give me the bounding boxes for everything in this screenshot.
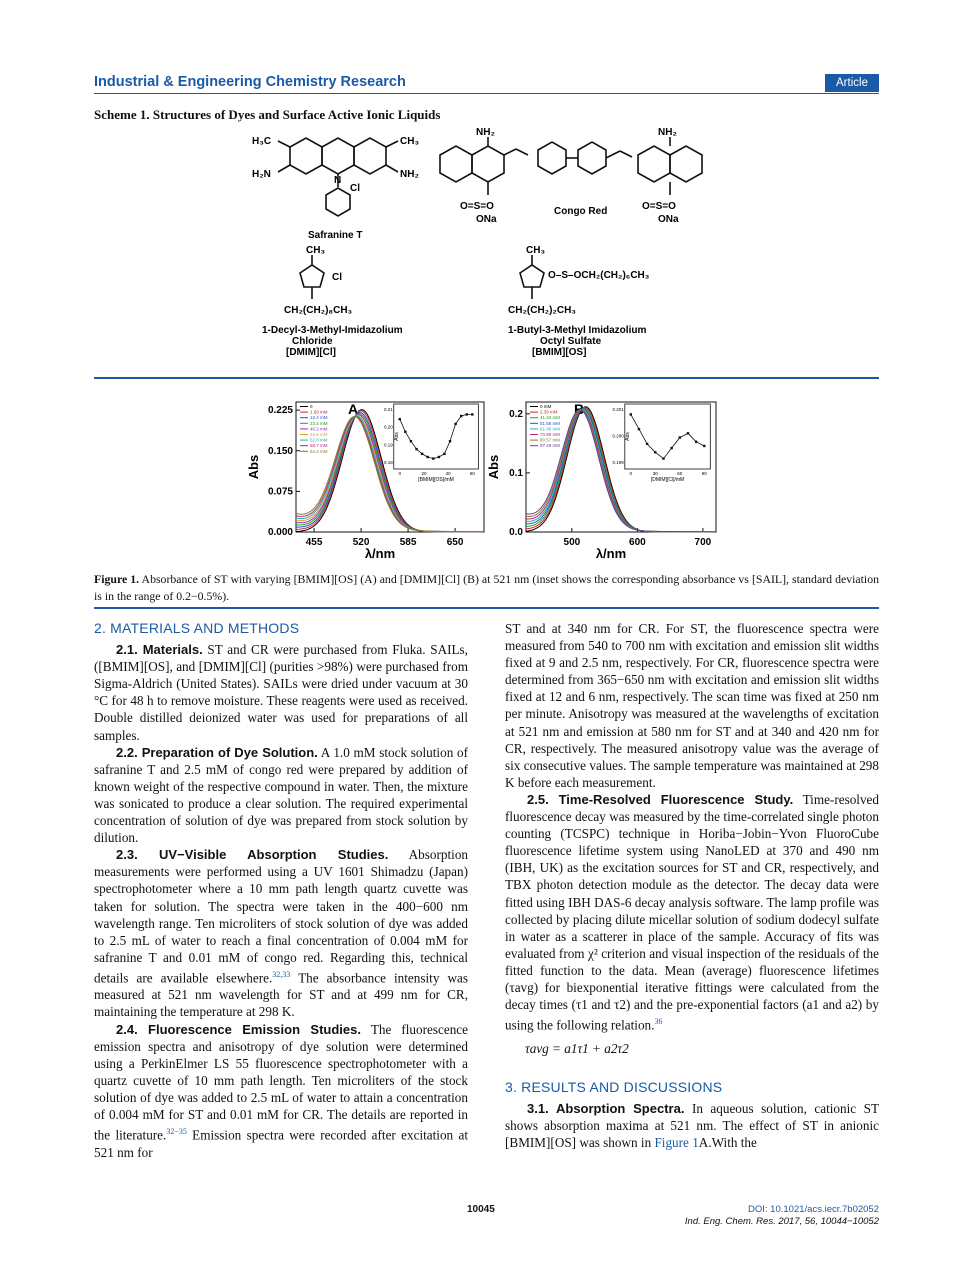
section-heading-methods: 2. MATERIALS AND METHODS <box>94 620 300 636</box>
legend-entry: 0 <box>310 404 313 409</box>
inset-point <box>410 440 412 442</box>
y-tick-label: 0.1 <box>509 467 523 479</box>
inset-point <box>695 441 697 443</box>
subheading-materials: 2.1. Materials. <box>116 642 203 658</box>
figure-label: Figure 1. <box>94 572 140 586</box>
legend-entry: 70.90 mM <box>540 432 561 437</box>
inset-point <box>399 418 401 420</box>
inset-point <box>426 456 428 458</box>
legend-entry: 97.49 mM <box>540 443 561 449</box>
x-axis-label: λ/nm <box>595 546 627 561</box>
legend-entry: 61.40 mM <box>540 426 561 432</box>
os-butyl-label: CH₂(CH₂)₂CH₃ <box>508 305 576 316</box>
inset-x-tick-label: 20 <box>421 471 427 476</box>
y-tick-label: 0.2 <box>509 408 523 420</box>
cl-name-1: 1-Decyl-3-Methyl-Imidazolium <box>262 325 403 336</box>
left-column <box>94 620 468 1161</box>
inset-y-axis-label: Abs <box>624 432 631 441</box>
paragraph-dye-solution: 2.2. Preparation of Dye Solution. A 1.0 mM stock solution of safranine T and 2.5 mM of congo red were prepared by addition of known weight of the respective compound in water. Then, the mixture was sonicated to produce a clear solution. The required experimental concentration of solution of dye was prepared from stock solution by dilution. <box>94 744 468 846</box>
inset-point <box>646 443 648 445</box>
inset-x-tick-label: 0 <box>398 471 402 476</box>
legend-entry: 41.34 mM <box>540 415 561 421</box>
os-name-1: 1-Butyl-3-Methyl Imidazolium <box>508 325 647 336</box>
panel-letter: B <box>574 401 585 417</box>
os-abbr: [BMIM][OS] <box>532 347 587 358</box>
os-ch3-label: CH₃ <box>526 245 546 256</box>
cr-ona-right: ONa <box>658 214 679 225</box>
cr-so3-right: O=S=O <box>642 201 676 212</box>
st-cl-label: Cl <box>350 183 360 194</box>
st-n-label: N <box>334 175 342 186</box>
inset-x-tick-label: 60 <box>469 471 475 476</box>
inset-point <box>654 451 656 453</box>
inset-x-tick-label: 30 <box>652 471 658 476</box>
citation-link[interactable]: 32−35 <box>166 1127 187 1137</box>
legend-entry: 12.4 mM <box>310 415 328 421</box>
inset-x-tick-label: 60 <box>677 471 683 476</box>
y-tick-label: 0.150 <box>267 445 293 457</box>
figure-1-panel-a <box>248 384 488 560</box>
x-tick-label: 700 <box>694 537 712 548</box>
inset-point <box>460 415 462 417</box>
y-tick-label: 0.0 <box>509 527 523 538</box>
legend-entry: 1.69 mM <box>310 409 328 415</box>
st-ch3-label: CH₃ <box>400 136 420 147</box>
st-h3c-label: H₃C <box>252 136 272 147</box>
scheme-title: Scheme 1. Structures of Dyes and Surface Active Ionic Liquids <box>94 107 441 122</box>
x-tick-label: 500 <box>563 537 581 548</box>
doi-link[interactable]: DOI: 10.1021/acs.iecr.7b02052 <box>748 1204 879 1215</box>
section-heading-results: 3. RESULTS AND DISCUSSIONS <box>505 1078 723 1095</box>
legend-entry: 46.6 mM <box>310 432 328 437</box>
citation-link[interactable]: 32,33 <box>272 969 291 979</box>
inset-point <box>449 440 451 442</box>
subheading-time-resolved: 2.5. Time-Resolved Fluorescence Study. <box>527 791 794 807</box>
inset-y-tick-label: 0.201 <box>612 407 624 412</box>
subheading-uv-vis: 2.3. UV−Visible Absorption Studies. <box>116 847 389 863</box>
y-axis-label: Abs <box>486 454 501 480</box>
legend-entry: 2.39 mM <box>540 409 558 415</box>
inset-y-tick-label: 0.19 <box>383 442 393 448</box>
os-name-2: Octyl Sulfate <box>540 336 602 347</box>
panel-letter: A <box>348 401 359 417</box>
x-axis-label: λ/nm <box>364 546 396 561</box>
figure-caption-text: Absorbance of ST with varying [BMIM][OS] (A) and [DMIM][Cl] (B) at 521 nm (inset shows the corresponding absorbance vs [SAIL], standard deviation is in the range of 0.2−0.5%). <box>94 572 879 603</box>
header-rule <box>94 93 879 94</box>
cl-anion-label: Cl <box>332 272 342 283</box>
journal-title: Industrial & Engineering Chemistry Research <box>94 74 406 90</box>
figure-1-panel-b <box>488 384 722 560</box>
inset-point <box>404 431 406 433</box>
equation: τavg = a1τ1 + a2τ2 <box>525 1040 629 1056</box>
inset-point <box>670 447 672 449</box>
inset-point <box>466 413 468 415</box>
inset-point <box>438 456 440 458</box>
inset-point <box>432 457 434 459</box>
y-tick-label: 0.075 <box>267 486 293 498</box>
st-nh2-label: NH₂ <box>400 169 419 180</box>
cr-ona-left: ONa <box>476 214 497 225</box>
x-tick-label: 600 <box>629 537 646 548</box>
inset-point <box>638 428 640 430</box>
inset-y-tick-label: 0.21 <box>383 407 393 412</box>
legend-entry: 40.2 mM <box>310 426 328 432</box>
figure-1-link[interactable]: Figure 1 <box>654 1135 699 1151</box>
legend-entry: 64.4 mM <box>310 448 328 454</box>
legend-entry: 52.8 mM <box>310 437 328 443</box>
inset-y-tick-label: 0.199 <box>612 460 624 465</box>
inset-y-tick-label: 0.20 <box>383 424 393 430</box>
cl-ch3-label: CH₃ <box>306 245 326 256</box>
subheading-fluorescence: 2.4. Fluorescence Emission Studies. <box>116 1021 361 1037</box>
cl-chain-label: CH₂(CH₂)₈CH₃ <box>284 305 353 316</box>
cl-abbr: [DMIM][Cl] <box>286 347 336 358</box>
cr-so3-left: O=S=O <box>460 201 494 212</box>
x-tick-label: 455 <box>305 537 323 548</box>
page-number: 10045 <box>467 1204 495 1215</box>
footer-citation <box>640 1204 879 1228</box>
x-tick-label: 520 <box>352 537 370 548</box>
inset-point <box>443 453 445 455</box>
inset-x-tick-label: 40 <box>445 471 451 476</box>
cr-nh2-right: NH₂ <box>658 127 677 138</box>
scheme-figure-divider <box>94 377 879 379</box>
inset-x-tick-label: 90 <box>701 471 707 476</box>
legend-entry: 58.7 mM <box>310 443 328 449</box>
inset-point <box>662 457 664 459</box>
article-type-badge: Article <box>825 74 879 92</box>
paragraph-uv-vis: 2.3. UV−Visible Absorption Studies. Absorption measurements were performed using a UV 1601 Shimadzu (Japan) spectrophotometer where a 10 mm path length quartz cuvette was taken for solution. The spectra were taken in the 400−600 nm wavelength range. Ten microliters of stock solution of dye was added to 2.5 mL of water to reach a final concentration of 0.004 mM for safranine T and 0.01 mM of congo red. Regarding this, technical details are available elsewhere.$^{32,33}$ The absorbance intensity was measured at 521 nm wavelength for ST and at 499 nm for CR, maintaining the temperature at 298 K. <box>94 847 468 1020</box>
cl-name-2: Chloride <box>292 336 333 347</box>
scheme-structures <box>250 125 710 370</box>
x-tick-label: 585 <box>399 537 417 548</box>
subheading-absorption: 3.1. Absorption Spectra. <box>527 1100 685 1116</box>
inset-point <box>703 445 705 447</box>
inset-frame <box>625 404 711 469</box>
right-column <box>505 620 879 1151</box>
y-tick-label: 0.000 <box>267 527 293 538</box>
inset-point <box>687 432 689 434</box>
cr-nh2-left: NH₂ <box>476 127 495 138</box>
inset-x-tick-label: 0 <box>629 471 633 476</box>
paragraph-materials: 2.1. Materials. ST and CR were purchased from Fluka. SAILs, ([BMIM][OS], and [DMIM][Cl] (purities >98%) were purchased from Sigma-Aldrich (United States). SAILs were dried under vacuum at 30 °C for 48 h to remove moisture. These reagents were used as received. Double distilled deionized water was used for preparations of all samples. <box>94 642 468 743</box>
inset-x-axis-label: [DMIM][Cl]/mM <box>650 477 685 483</box>
x-tick-label: 650 <box>446 537 464 548</box>
legend-entry: 0 mM <box>540 404 552 409</box>
inset-point <box>421 453 423 455</box>
paragraph-fluorescence: 2.4. Fluorescence Emission Studies. The fluorescence emission spectra and anisotropy of dye solution were determined using a PerkinElmer LS 55 fluorescence spectrophotometer with a quartz cuvette of 10 mm path length. Ten microliters of the stock solution of dye was added to 2.5 mL of water to attain a concentration of 0.004 mM for ST and 0.01 mM for CR. The details are reported in the literature.$^{32-35}$ Emission spectra were recorded after excitation at 521 nm for <box>94 1021 468 1160</box>
inset-y-tick-label: 0.18 <box>383 460 393 465</box>
st-name: Safranine T <box>308 230 363 241</box>
citation-link[interactable]: 36 <box>654 1017 663 1027</box>
inset-point <box>679 436 681 438</box>
inset-point <box>415 448 417 450</box>
inset-point <box>630 413 632 415</box>
paragraph-absorption: 3.1. Absorption Spectra. In aqueous solution, cationic ST shows absorption maxima at 521 nm. The effect of ST in anionic [BMIM][OS] was shown in Figure 1A.With the <box>505 1100 880 1151</box>
figure-divider <box>94 607 879 609</box>
inset-y-axis-label: Abs <box>393 432 400 441</box>
inset-point <box>471 413 473 415</box>
cr-name: Congo Red <box>554 206 608 217</box>
legend-entry: 23.4 mM <box>310 420 328 426</box>
inset-point <box>454 423 456 425</box>
paragraph-continued: ST and at 340 nm for CR. For ST, the fluorescence spectra were measured from 540 to 700 nm with excitation and emission slit widths fixed at 9 and 2.5 nm, respectively. For CR, fluorescence spectra were determined from 365−650 nm with excitation and emission slit widths fixed at 12 and 6 nm, respectively. The scan time was fixed at 250 nm per minute. Anisotropy was measured at the wavelengths of excitation at 521 nm and emission at 580 nm for ST and at 340 and 420 nm for CR, respectively. The measured anisotropy value was the average of six consecutive values. The sample temperature was maintained at 298 K before each measurement. <box>505 621 879 790</box>
inset-y-tick-label: 0.200 <box>612 433 624 439</box>
y-tick-label: 0.225 <box>267 405 293 417</box>
legend-entry: 80.57 mM <box>540 437 561 443</box>
figure-caption <box>94 571 879 604</box>
os-chain-label: O–S–OCH₂(CH₂)₆CH₃ <box>548 270 650 281</box>
y-axis-label: Abs <box>246 454 261 480</box>
st-h2n-label: H₂N <box>252 169 271 180</box>
inset-x-axis-label: [BMIM][OS]/mM <box>418 477 454 483</box>
paragraph-time-resolved: 2.5. Time-Resolved Fluorescence Study. Time-resolved fluorescence decay was measured by the time-correlated single photon counting (TCSPC) technique in Horiba−Jobin−Yvon FluoroCube fluorescence lifetime system using NanoLED at 370 and 490 nm (IBH, UK) as the excitation sources for ST and CR, respectively, and TBX photon detection module as the detector. The decay data were fitted using IBH DAS-6 decay analysis software. The lamp profile was collected by placing dilute micellar solution of sodium dodecyl sulfate in water as a scatterer in place of the sample. Accuracy of fits was evaluated from χ² criterion and visual inspection of the residuals of the fitted function to the data. Mean (average) fluorescence lifetimes (τavg) for biexponential iterative fittings were calculated from the decay times (τ1 and τ2) and the pre-exponential factors (a1 and a2) by using the following relation.$^{36}$ <box>505 791 879 1033</box>
subheading-dye-solution: 2.2. Preparation of Dye Solution. <box>116 744 318 760</box>
legend-entry: 51.55 mM <box>540 420 561 426</box>
journal-citation: Ind. Eng. Chem. Res. 2017, 56, 10044−10052 <box>684 1216 879 1227</box>
